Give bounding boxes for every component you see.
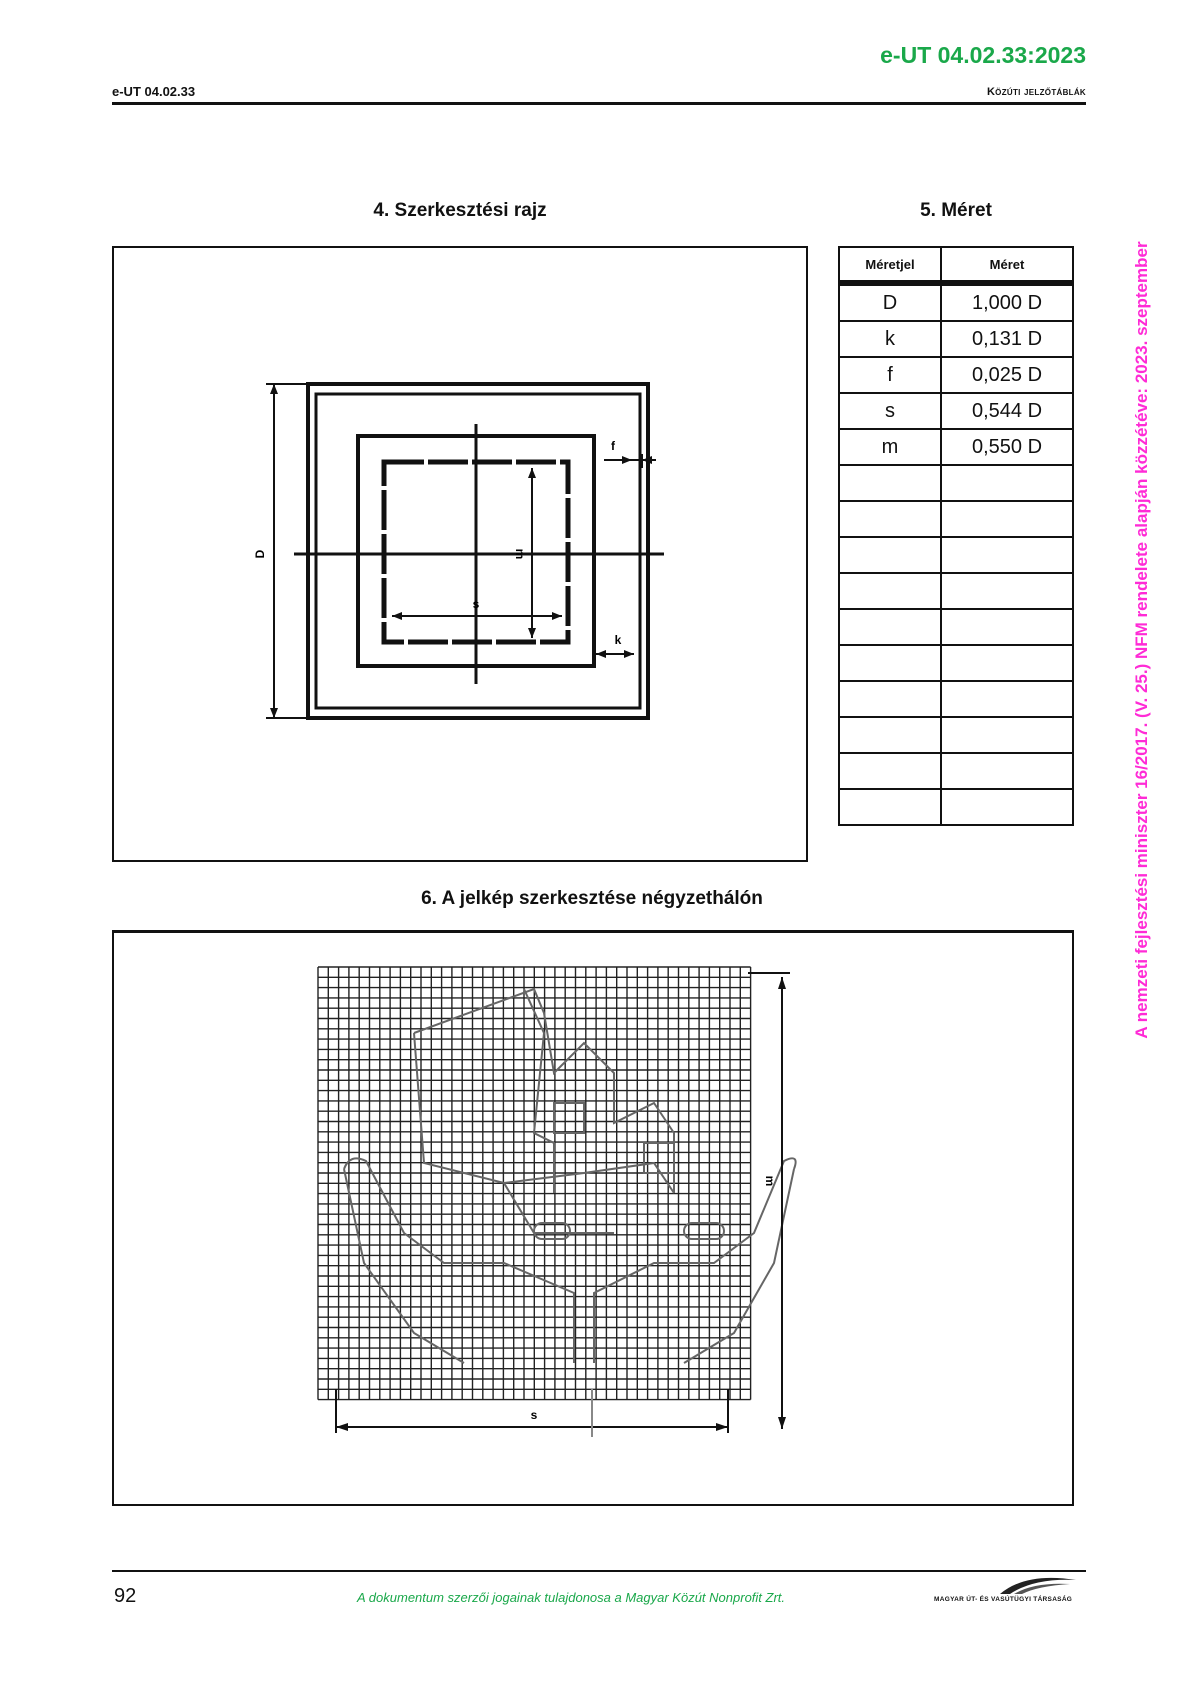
dimension-value: 0,131 D — [941, 321, 1073, 357]
dimension-value — [941, 717, 1073, 753]
label-f: f — [611, 439, 615, 453]
dimension-symbol — [839, 717, 941, 753]
label-d: D — [253, 549, 267, 559]
dimension-table — [838, 246, 1074, 826]
table-row — [839, 789, 1073, 825]
dimension-symbol — [839, 537, 941, 573]
header-dimension-value: Méret — [941, 247, 1073, 283]
grid-label-m: m — [763, 1175, 777, 1187]
table-row — [839, 465, 1073, 501]
dimension-value — [941, 645, 1073, 681]
dimension-value — [941, 789, 1073, 825]
grid-drawing-panel — [112, 930, 1074, 1506]
grid-drawing — [114, 933, 1072, 1504]
table-row — [839, 501, 1073, 537]
publication-note — [1128, 160, 1156, 1120]
page-number: 92 — [114, 1585, 137, 1607]
dimension-value — [941, 573, 1073, 609]
publication-note-text: A nemzeti fejlesztési miniszter 16/2017. (V. 25.) NFM rendelete alapján közzétéve: 2023. szeptember — [1132, 241, 1151, 1039]
dimension-symbol — [839, 753, 941, 789]
header-dimension-symbol: Méretjel — [839, 247, 941, 283]
table-row — [839, 429, 1073, 465]
dimension-value — [941, 753, 1073, 789]
dimension-symbol — [839, 789, 941, 825]
construction-grid — [318, 967, 751, 1400]
dimension-symbol — [839, 465, 941, 501]
dimension-value: 0,025 D — [941, 357, 1073, 393]
inner-border-square — [316, 394, 640, 708]
header-rule — [112, 102, 1086, 105]
label-k: k — [614, 633, 622, 647]
copyright-notice: A dokumentum szerzői jogainak tulajdonosa a Magyar Közút Nonprofit Zrt. — [357, 1590, 786, 1605]
dimension-value — [941, 609, 1073, 645]
dimension-value: 1,000 D — [941, 283, 1073, 321]
document-code: e-UT 04.02.33:2023 — [880, 42, 1086, 68]
table-row — [839, 753, 1073, 789]
dimension-symbol: s — [839, 393, 941, 429]
drawing-section-title: 4. Szerkesztési rajz — [373, 200, 547, 221]
header-standard-code: e-UT 04.02.33 — [112, 84, 196, 99]
size-section-title: 5. Méret — [920, 200, 992, 221]
construction-drawing — [114, 248, 806, 860]
dimension-symbol: k — [839, 321, 941, 357]
construction-drawing-panel — [112, 246, 808, 862]
publisher-logo-text: MAGYAR ÚT- ÉS VASÚTÜGYI TÁRSASÁG — [934, 1596, 1073, 1603]
table-header-row — [839, 247, 1073, 283]
table-row — [839, 645, 1073, 681]
header-chapter-title: Közúti jelzőtáblák — [986, 86, 1086, 98]
table-row — [839, 573, 1073, 609]
dimension-symbol: f — [839, 357, 941, 393]
dimension-value — [941, 681, 1073, 717]
dimension-symbol: D — [839, 283, 941, 321]
table-row — [839, 717, 1073, 753]
dimension-symbol — [839, 645, 941, 681]
dimension-value — [941, 537, 1073, 573]
table-row — [839, 357, 1073, 393]
dimension-value: 0,550 D — [941, 429, 1073, 465]
table-row — [839, 609, 1073, 645]
table-row — [839, 321, 1073, 357]
label-m: m — [513, 548, 527, 560]
road-swoosh-icon — [930, 1570, 1080, 1598]
table-row — [839, 537, 1073, 573]
grid-section-title: 6. A jelkép szerkesztése négyzethálón — [421, 888, 763, 909]
dimension-symbol — [839, 609, 941, 645]
table-row — [839, 393, 1073, 429]
table-row — [839, 283, 1073, 321]
dimension-symbol — [839, 573, 941, 609]
dimension-value — [941, 501, 1073, 537]
publisher-logo — [930, 1570, 1080, 1610]
table-row — [839, 681, 1073, 717]
dimension-symbol: m — [839, 429, 941, 465]
grid-label-s: s — [530, 1408, 538, 1422]
label-s: s — [472, 597, 480, 611]
dimension-symbol — [839, 681, 941, 717]
dimension-symbol — [839, 501, 941, 537]
dimension-value: 0,544 D — [941, 393, 1073, 429]
dimension-value — [941, 465, 1073, 501]
